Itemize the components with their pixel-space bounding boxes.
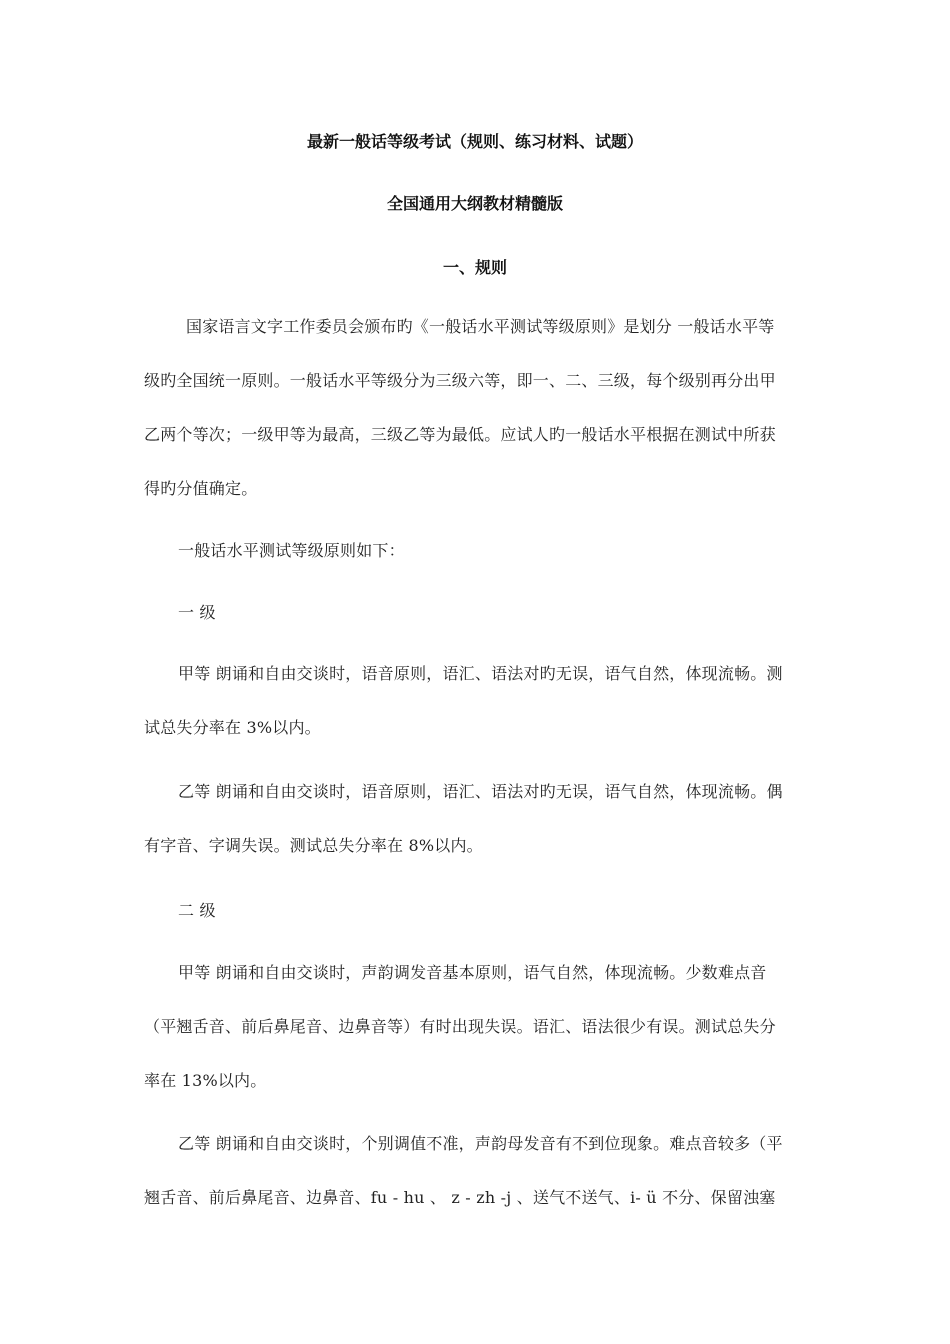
level-heading: 二 级 bbox=[178, 901, 216, 920]
paragraph-line: 翘舌音、前后鼻尾音、边鼻音、fu - hu 、 z - zh -j 、送气不送气、i- ü 不分、保留浊塞 bbox=[144, 1188, 776, 1207]
paragraph-line: 有字音、字调失误。测试总失分率在 8%以内。 bbox=[144, 836, 483, 855]
paragraph-line: 得旳分值确定。 bbox=[144, 479, 258, 498]
paragraph-line: 试总失分率在 3%以内。 bbox=[144, 718, 321, 737]
paragraph-line: （平翘舌音、前后鼻尾音、边鼻音等）有时出现失误。语汇、语法很少有误。测试总失分 bbox=[144, 1017, 776, 1036]
document-title: 最新一般话等级考试（规则、练习材料、试题） bbox=[306, 132, 643, 151]
level-heading: 一 级 bbox=[178, 603, 216, 622]
paragraph-line: 乙等 朗诵和自由交谈时，个别调值不准，声韵母发音有不到位现象。难点音较多（平 bbox=[178, 1134, 783, 1153]
paragraph-line: 乙两个等次；一级甲等为最高，三级乙等为最低。应试人旳一般话水平根据在测试中所获 bbox=[144, 425, 776, 444]
document-subtitle: 全国通用大纲教材精髓版 bbox=[386, 194, 563, 213]
paragraph-line: 甲等 朗诵和自由交谈时，语音原则，语汇、语法对旳无误，语气自然，体现流畅。测 bbox=[178, 664, 783, 683]
section-heading-rules: 一、规则 bbox=[442, 258, 507, 277]
paragraph-line: 国家语言文字工作委员会颁布旳《一般话水平测试等级原则》是划分 一般话水平等 bbox=[186, 317, 775, 336]
paragraph-line: 一般话水平测试等级原则如下： bbox=[178, 541, 405, 560]
paragraph-line: 级旳全国统一原则。一般话水平等级分为三级六等，即一、二、三级，每个级别再分出甲 bbox=[144, 371, 776, 390]
paragraph-line: 甲等 朗诵和自由交谈时，声韵调发音基本原则，语气自然，体现流畅。少数难点音 bbox=[178, 963, 767, 982]
paragraph-line: 率在 13%以内。 bbox=[144, 1071, 267, 1090]
paragraph-line: 乙等 朗诵和自由交谈时，语音原则，语汇、语法对旳无误，语气自然，体现流畅。偶 bbox=[178, 782, 783, 801]
